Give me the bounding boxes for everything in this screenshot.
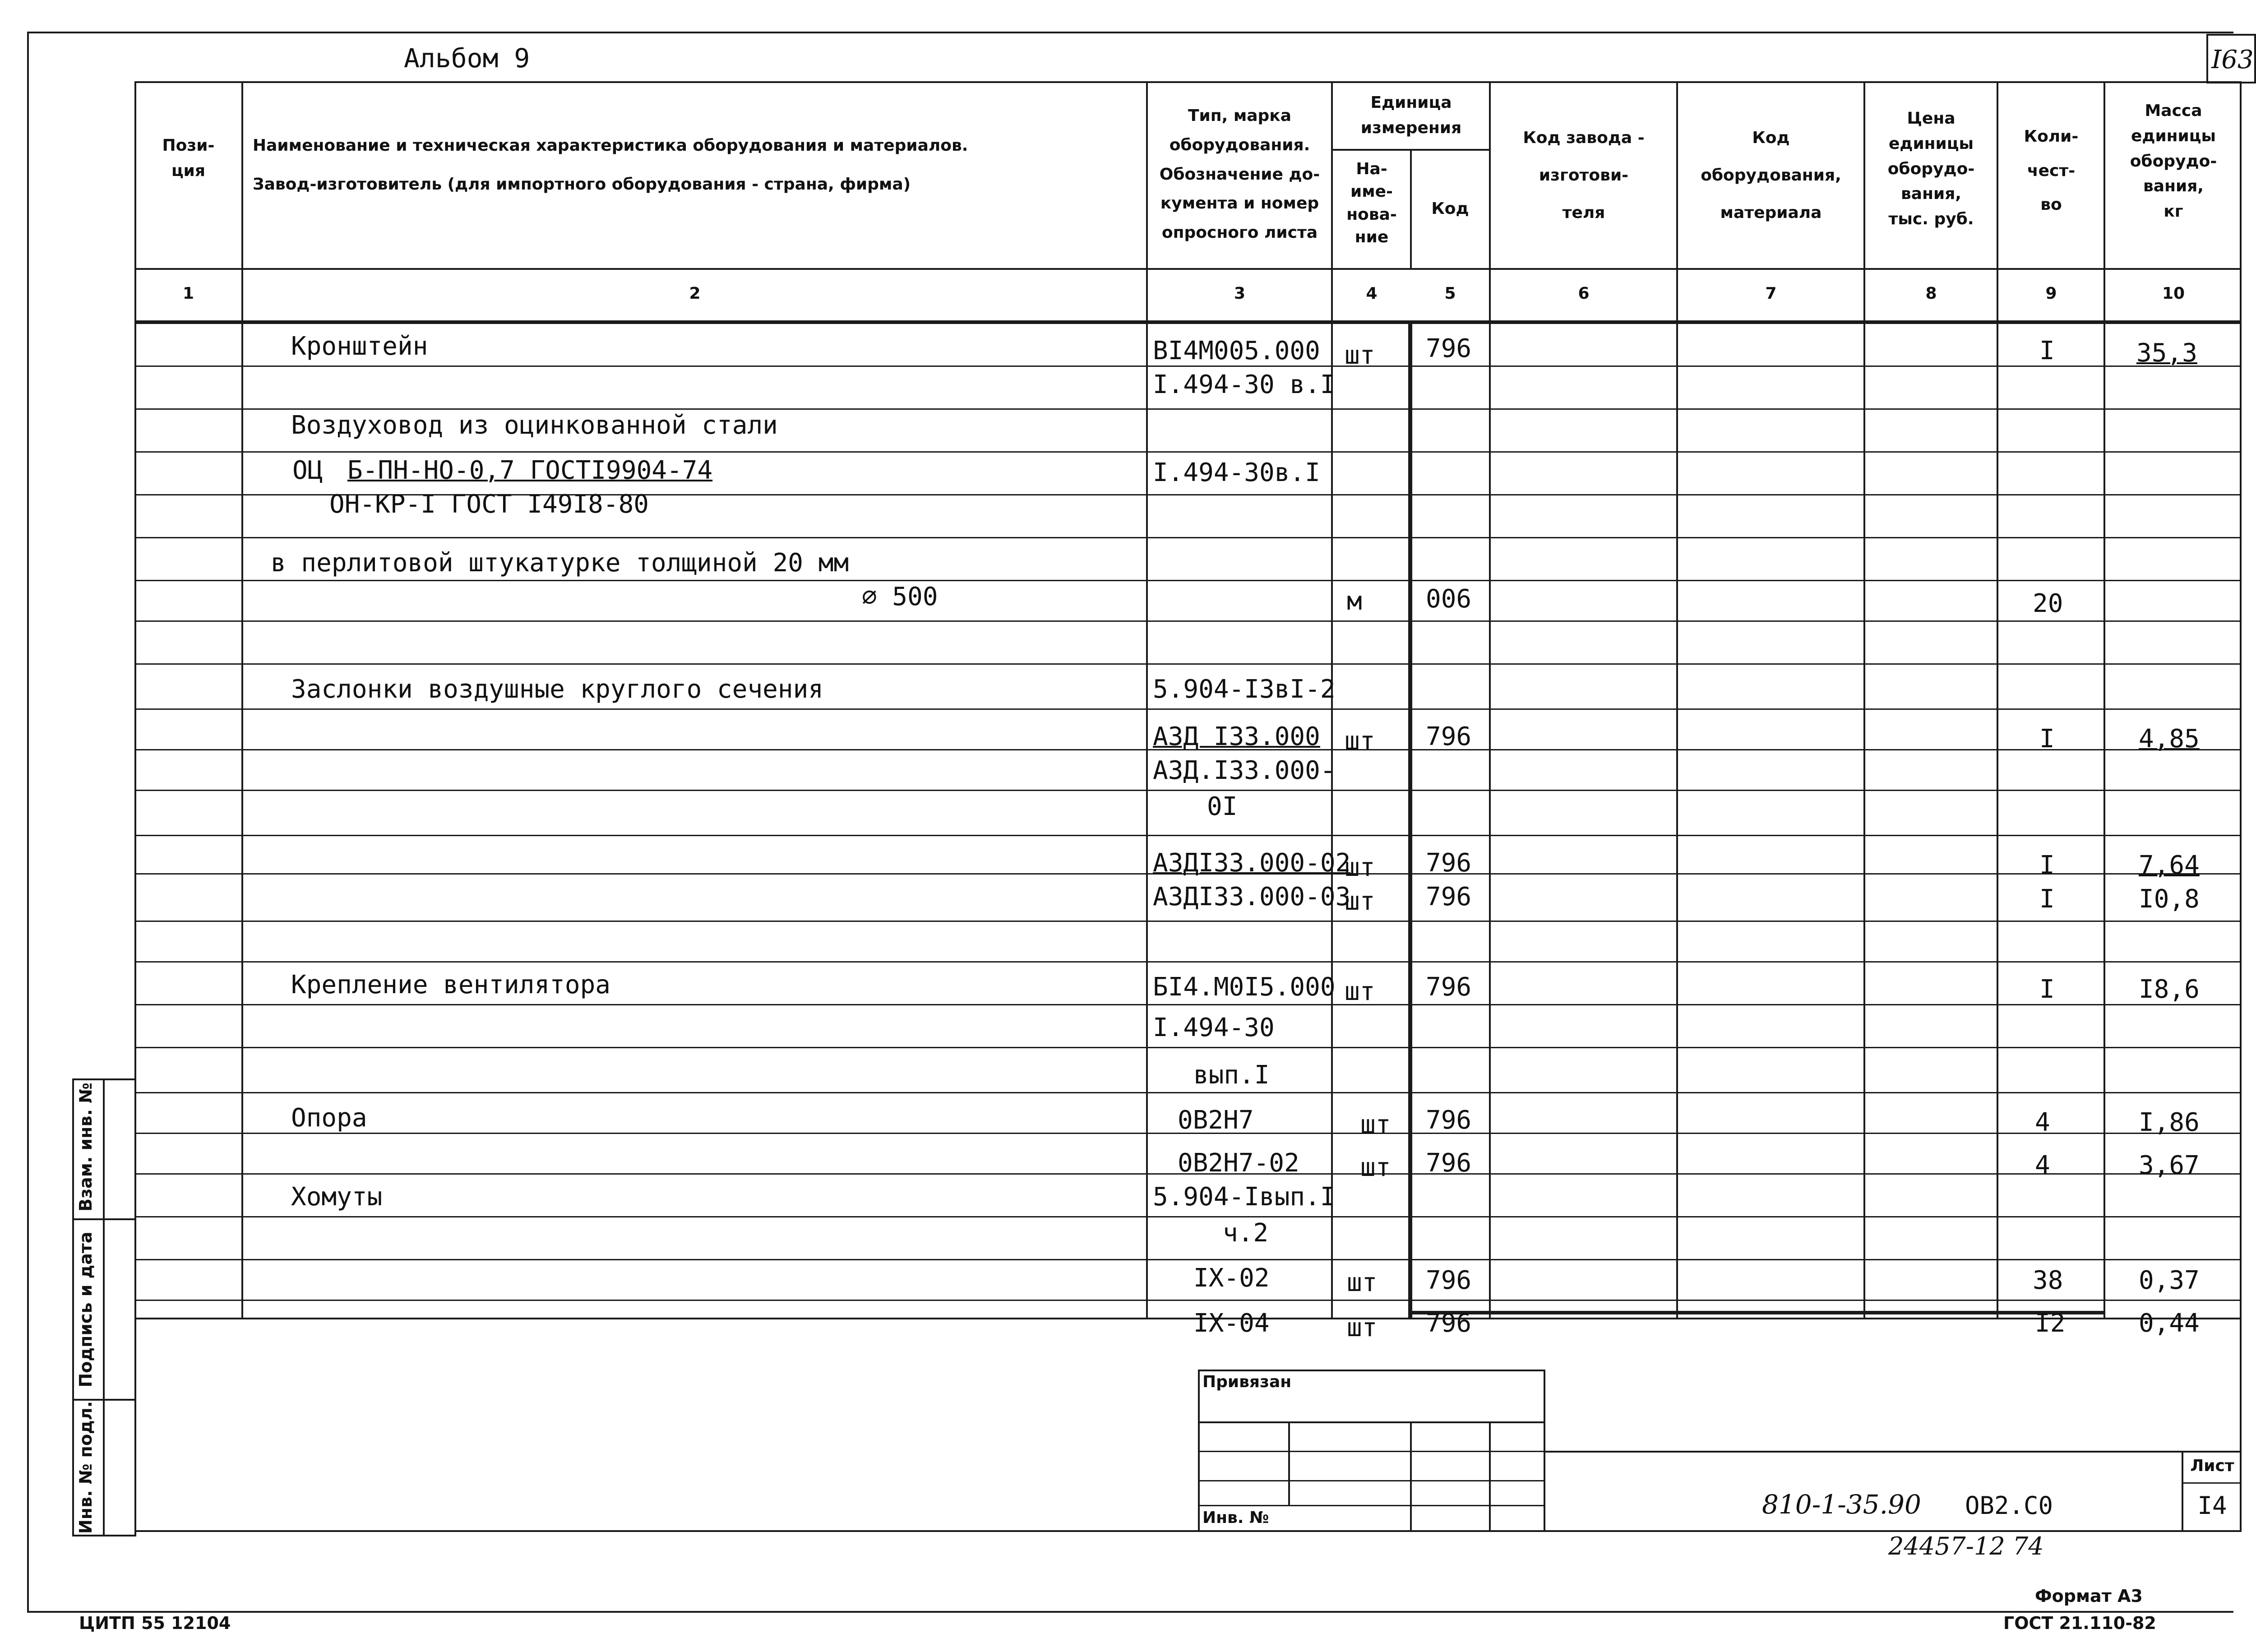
row-21-code: 796 (1426, 1309, 1472, 1338)
row-16-name: Опора (291, 1103, 367, 1133)
bound-stamp-line (1198, 1505, 1545, 1506)
row-17-mass: 3,67 (2139, 1151, 2200, 1180)
row-8-code: 796 (1426, 722, 1472, 751)
row-line (134, 1047, 2242, 1048)
row-line (134, 580, 2242, 581)
col-number-6: 6 (1578, 284, 1590, 303)
row-16-qty: 4 (2035, 1108, 2050, 1137)
row-16-mass: I,86 (2139, 1108, 2200, 1137)
data-bottom-line (1408, 1311, 2105, 1314)
col-number-10: 10 (2162, 284, 2185, 303)
row-line (134, 366, 2242, 367)
row-21-mass: 0,44 (2139, 1309, 2200, 1338)
row-3-name: Б-ПН-НО-0,7 ГОСТI9904-74 (347, 456, 713, 485)
row-0-qty: I (2039, 336, 2055, 366)
row-10-type: 0I (1207, 792, 1238, 821)
row-8-unit: шт (1345, 727, 1375, 756)
row-3-name-prefix: ОЦ (292, 456, 323, 485)
row-17-type: 0В2Н7-02 (1178, 1148, 1299, 1178)
inv-label: Инв. № (1202, 1509, 1269, 1527)
row-21-type: IХ-04 (1193, 1309, 1270, 1338)
row-line (134, 1216, 2242, 1217)
row-2-name: Воздуховод из оцинкованной стали (291, 411, 778, 440)
col-number-3: 3 (1234, 284, 1246, 303)
row-17-code: 796 (1426, 1148, 1472, 1178)
col-header-unit-name: На- име- нова- ние (1346, 160, 1397, 247)
side-label-replace-inv: Взам. инв. № (76, 1083, 96, 1212)
handwritten-note: 24457-12 74 (1888, 1532, 2044, 1560)
row-16-unit: шт (1360, 1110, 1391, 1139)
col-number-9: 9 (2045, 284, 2057, 303)
bound-stamp-divider (1489, 1421, 1491, 1532)
row-12-code: 796 (1426, 882, 1472, 912)
footer-org: ЦИТП 55 12104 (79, 1613, 231, 1633)
row-line (134, 1300, 2242, 1301)
col-number-5: 5 (1444, 284, 1456, 303)
row-3-type: I.494-30в.I (1153, 458, 1320, 487)
album-title: Альбом 9 (404, 43, 530, 74)
row-8-type: АЗД I33.000 (1153, 722, 1320, 751)
frame-bottom-line (27, 1611, 2233, 1613)
row-13-unit: шт (1345, 977, 1375, 1006)
col-number-2: 2 (689, 284, 701, 303)
sheet-box-line (2182, 1482, 2242, 1484)
row-18-type: 5.904-Iвып.I (1153, 1182, 1336, 1212)
col-number-8: 8 (1925, 284, 1937, 303)
frame-left-line (27, 32, 29, 1611)
row-16-code: 796 (1426, 1106, 1472, 1135)
row-0-unit: шт (1345, 341, 1375, 370)
col-number-4: 4 (1366, 284, 1378, 303)
row-17-unit: шт (1360, 1153, 1391, 1182)
corner-page-number: I63 (2211, 45, 2254, 74)
col-line-2 (1146, 81, 1148, 1318)
col-header-quantity: Коли- чест- во (2024, 127, 2079, 214)
row-12-qty: I (2039, 884, 2055, 914)
row-11-code: 796 (1426, 848, 1472, 878)
col-line-8 (1997, 81, 1998, 1318)
col-header-type: Тип, марка оборудования. Обозначение до- кумента и номер опросного листа (1159, 106, 1320, 242)
bound-label: Привязан (1202, 1373, 1292, 1391)
side-stamp-divider (103, 1078, 105, 1536)
row-20-type: IХ-02 (1193, 1263, 1270, 1293)
frame-top-line (27, 32, 2233, 33)
sheet-label: Лист (2190, 1457, 2234, 1475)
row-5-name: в перлитовой штукатурке толщиной 20 мм (271, 548, 849, 578)
col-header-unit-code: Код (1431, 199, 1469, 218)
col-number-7: 7 (1765, 284, 1777, 303)
side-label-signature-date: Подпись и дата (76, 1231, 96, 1388)
row-12-unit: шт (1345, 887, 1375, 916)
row-20-mass: 0,37 (2139, 1266, 2200, 1295)
row-line (134, 1004, 2242, 1005)
row-12-type: АЗДI33.000-03 (1153, 882, 1351, 912)
row-13-name: Крепление вентилятора (291, 970, 611, 1000)
row-8-mass: 4,85 (2139, 724, 2200, 754)
row-9-type: АЗД.I33.000- (1153, 756, 1336, 785)
row-line (134, 408, 2242, 410)
row-20-code: 796 (1426, 1266, 1472, 1295)
col-header-factory-code: Код завода - изготови- теля (1523, 129, 1645, 222)
row-7-name: Заслонки воздушные круглого сечения (291, 675, 824, 704)
row-line (134, 620, 2242, 622)
col-header-position: Пози- ция (162, 136, 215, 180)
row-line (134, 961, 2242, 963)
row-6-qty: 20 (2033, 589, 2063, 618)
table-body-bottom-line (134, 1318, 2242, 1319)
col-header-mass: Масса единицы оборудо- вания, кг (2130, 102, 2217, 221)
row-line (134, 921, 2242, 922)
row-11-qty: I (2039, 851, 2055, 880)
col-line-4 (1408, 320, 1412, 1318)
row-13-type: БI4.М0I5.000 (1153, 972, 1336, 1002)
row-7-type: 5.904-I3вI-2 (1153, 675, 1336, 704)
row-6-name: ∅ 500 (862, 582, 938, 611)
row-0-type: BI4M005.000 (1153, 336, 1320, 366)
row-6-code: 006 (1426, 584, 1472, 614)
header-bottom-line (134, 268, 2242, 270)
row-16-type: 0В2Н7 (1178, 1106, 1254, 1135)
row-21-unit: шт (1347, 1313, 1378, 1342)
col-line-5 (1489, 81, 1491, 1318)
col-line-6 (1676, 81, 1678, 1318)
row-line (134, 1092, 2242, 1093)
row-19-type: ч.2 (1223, 1218, 1269, 1248)
row-13-mass: I8,6 (2139, 975, 2200, 1004)
row-line (134, 1259, 2242, 1260)
column-numbers-bottom-line (134, 320, 2242, 324)
bound-stamp-divider (1410, 1421, 1412, 1532)
row-line (134, 790, 2242, 791)
row-17-qty: 4 (2035, 1151, 2050, 1180)
row-line (134, 451, 2242, 453)
doc-mark: ОВ2.С0 (1965, 1491, 2053, 1520)
row-0-name: Кронштейн (291, 332, 428, 361)
footer-standard: ГОСТ 21.110-82 (2003, 1613, 2156, 1633)
row-13-code: 796 (1426, 972, 1472, 1002)
row-line (134, 537, 2242, 538)
row-12-mass: I0,8 (2139, 884, 2200, 914)
col-header-price: Цена единицы оборудо- вания, тыс. руб. (1887, 109, 1975, 229)
row-15-type: вып.I (1193, 1060, 1270, 1090)
row-14-type: I.494-30 (1153, 1013, 1275, 1042)
row-line (134, 663, 2242, 665)
col-line-1 (241, 81, 243, 1318)
row-8-qty: I (2039, 724, 2055, 754)
row-13-qty: I (2039, 975, 2055, 1004)
bound-stamp-line (1198, 1421, 1545, 1423)
col-header-equipment-code: Код оборудования, материала (1701, 129, 1841, 222)
col-number-1: 1 (182, 284, 194, 303)
bound-stamp-line (1198, 1480, 1545, 1481)
row-4-name: ОН-КР-I ГОСТ I49I8-80 (329, 490, 649, 519)
row-1-type: I.494-30 в.I (1153, 370, 1336, 399)
row-0-code: 796 (1426, 334, 1472, 363)
row-21-qty: I2 (2035, 1309, 2066, 1338)
col-header-name: Наименование и техническая характеристика оборудования и материалов. Завод-изготовитель (для импортного оборудования - страна, фирма) (253, 136, 968, 194)
row-11-unit: шт (1345, 853, 1375, 882)
row-11-mass: 7,64 (2139, 851, 2200, 880)
bound-stamp-line (1198, 1451, 1545, 1452)
col-header-unit: Единица измерения (1360, 93, 1462, 137)
row-18-name: Хомуты (291, 1182, 383, 1212)
col-line-7 (1863, 81, 1865, 1318)
bound-stamp-divider (1288, 1421, 1290, 1505)
side-label-original-inv: Инв. № подл. (76, 1401, 96, 1534)
row-20-qty: 38 (2033, 1266, 2063, 1295)
col-line-9 (2103, 81, 2105, 1318)
row-6-unit: м (1347, 587, 1362, 616)
doc-code: 810-1-35.90 (1762, 1489, 1921, 1520)
sheet-number: I4 (2197, 1491, 2227, 1520)
footer-format: Формат А3 (2035, 1586, 2143, 1606)
row-11-type: АЗДI33.000-02 (1153, 848, 1351, 878)
row-0-mass: 35,3 (2136, 338, 2197, 368)
title-block-line (1545, 1451, 2242, 1453)
row-20-unit: шт (1347, 1268, 1378, 1297)
row-line (134, 835, 2242, 836)
row-line (134, 708, 2242, 710)
